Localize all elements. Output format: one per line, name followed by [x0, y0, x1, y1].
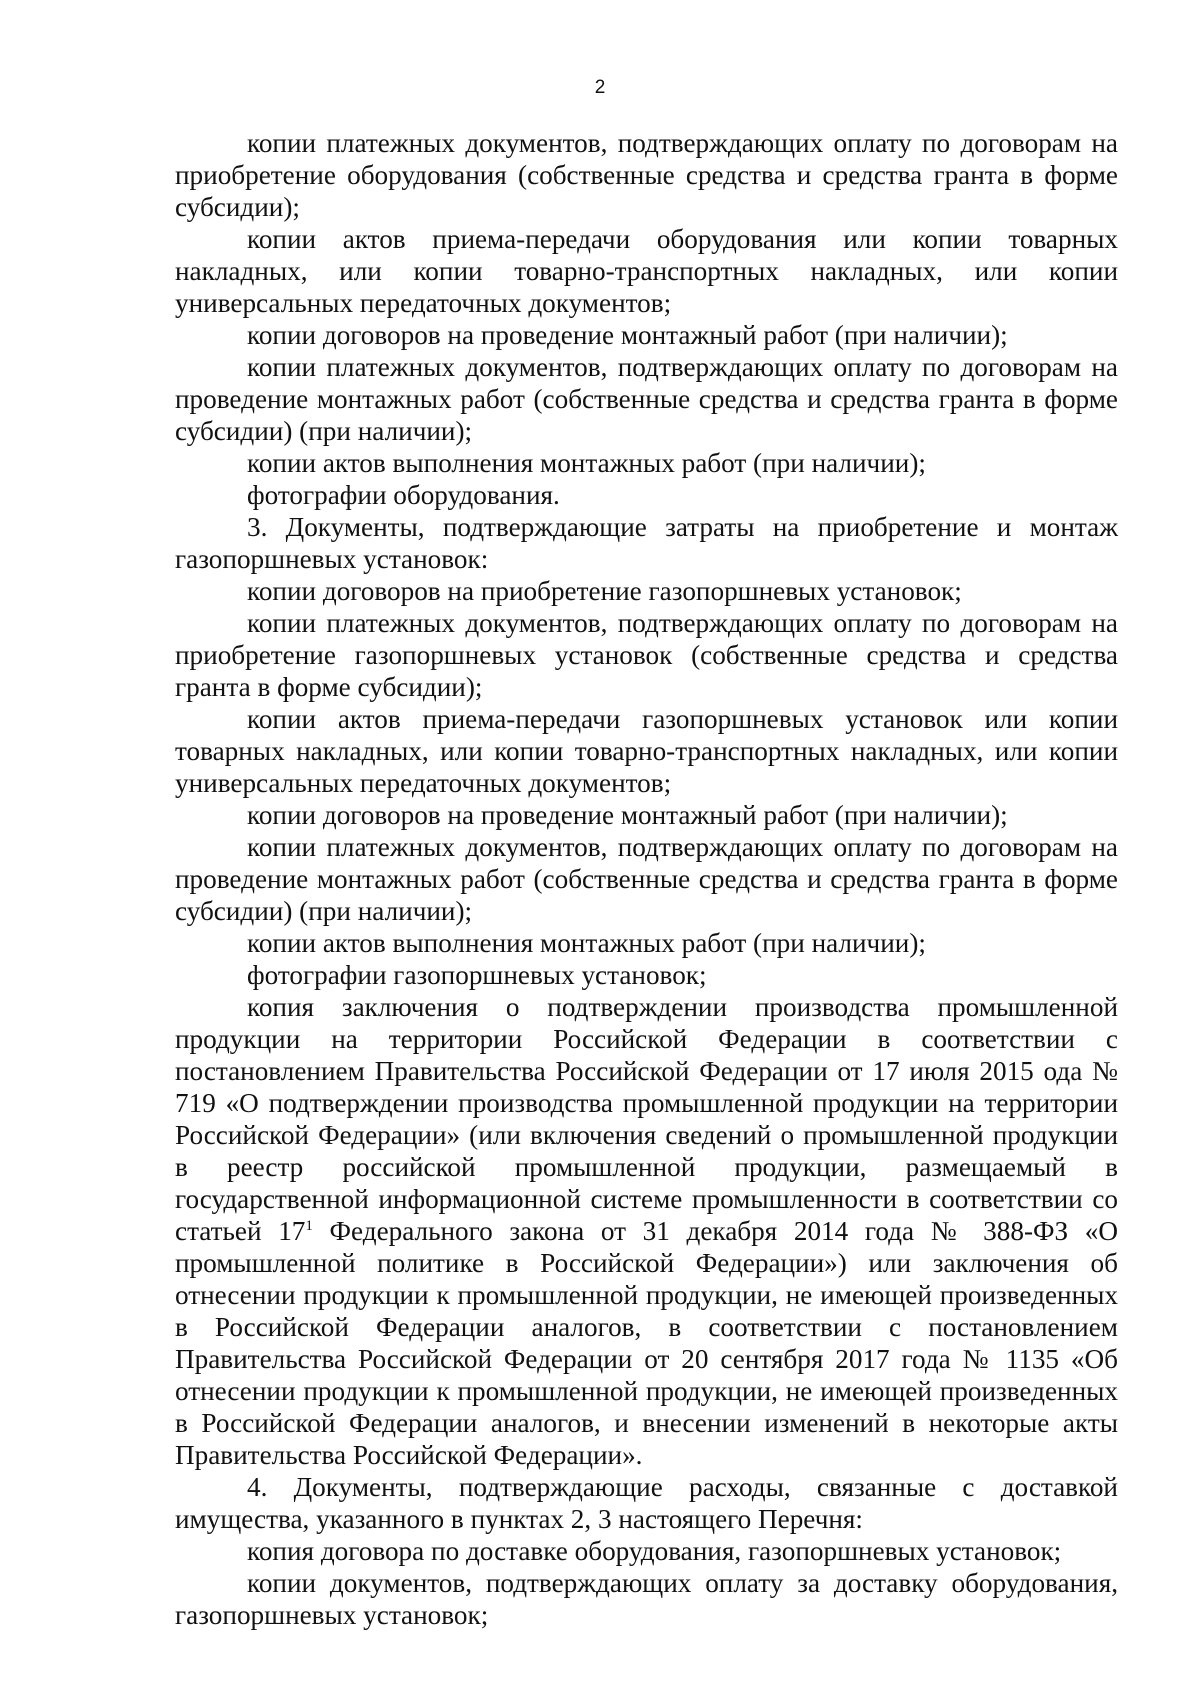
- document-body: [175, 127, 1118, 1631]
- paragraph: копии актов выполнения монтажных работ (при наличии);: [247, 928, 926, 958]
- section-3-heading: 3. Документы, подтверждающие затраты на приобретение и монтаж газопоршневых установок:: [175, 512, 1118, 574]
- paragraph: копии платежных документов, подтверждающих оплату по договорам на проведение монтажных работ (собственные средства и средства гранта в форме субсидии) (при наличии);: [175, 352, 1118, 446]
- paragraph: копии платежных документов, подтверждающих оплату по договорам на проведение монтажных работ (собственные средства и средства гранта в форме субсидии) (при наличии);: [175, 832, 1118, 926]
- paragraph: копии актов выполнения монтажных работ (при наличии);: [247, 448, 926, 478]
- paragraph: копии документов, подтверждающих оплату за доставку оборудования, газопоршневых установок;: [175, 1568, 1118, 1630]
- paragraph: фотографии газопоршневых установок;: [247, 960, 707, 990]
- superscript-marker: 1: [305, 1218, 313, 1234]
- paragraph: копия договора по доставке оборудования, газопоршневых установок;: [247, 1536, 1062, 1566]
- paragraph: копии договоров на приобретение газопоршневых установок;: [247, 576, 962, 606]
- paragraph: копии платежных документов, подтверждающих оплату по договорам на приобретение газопоршневых установок (собственные средства и средства гранта в форме субсидии);: [175, 608, 1118, 702]
- paragraph: фотографии оборудования.: [247, 480, 560, 510]
- conclusion-text-part1: копия заключения о подтверждении производства промышленной продукции на территории Российской Федерации в соответствии с постановлением Правительства Российской Федерации от 17 июля 2015 ода № 719 «О подтверждении производства промышленной продукции на территории Российской Федерации» (или включения сведений о промышленной продукции в реестр российской промышленной продукции, размещаемый в государственной информационной системе промышленности в соответствии со статьей 17: [175, 992, 1118, 1246]
- paragraph: копии актов приема-передачи оборудования или копии товарных накладных, или копии товарно-транспортных накладных, или копии универсальных передаточных документов;: [175, 224, 1118, 318]
- section-4-heading: 4. Документы, подтверждающие расходы, связанные с доставкой имущества, указанного в пунктах 2, 3 настоящего Перечня:: [175, 1472, 1118, 1534]
- paragraph: копии договоров на проведение монтажный работ (при наличии);: [247, 800, 1008, 830]
- paragraph: копии платежных документов, подтверждающих оплату по договорам на приобретение оборудования (собственные средства и средства гранта в форме субсидии);: [175, 128, 1118, 222]
- page-number: 2: [594, 77, 606, 98]
- conclusion-text-part2: Федерального закона от 31 декабря 2014 года № 388-ФЗ «О промышленной политике в Российской Федерации») или заключения об отнесении продукции к промышленной продукции, не имеющей произведенных в Российской Федерации аналогов, в соответствии с постановлением Правительства Российской Федерации от 20 сентября 2017 года № 1135 «Об отнесении продукции к промышленной продукции, не имеющей произведенных в Российской Федерации аналогов, и внесении изменений в некоторые акты Правительства Российской Федерации».: [175, 1216, 1118, 1470]
- conclusion-paragraph: [175, 991, 1118, 1471]
- paragraph: копии актов приема-передачи газопоршневых установок или копии товарных накладных, или копии товарно-транспортных накладных, или копии универсальных передаточных документов;: [175, 704, 1118, 798]
- paragraph: копии договоров на проведение монтажный работ (при наличии);: [247, 320, 1008, 350]
